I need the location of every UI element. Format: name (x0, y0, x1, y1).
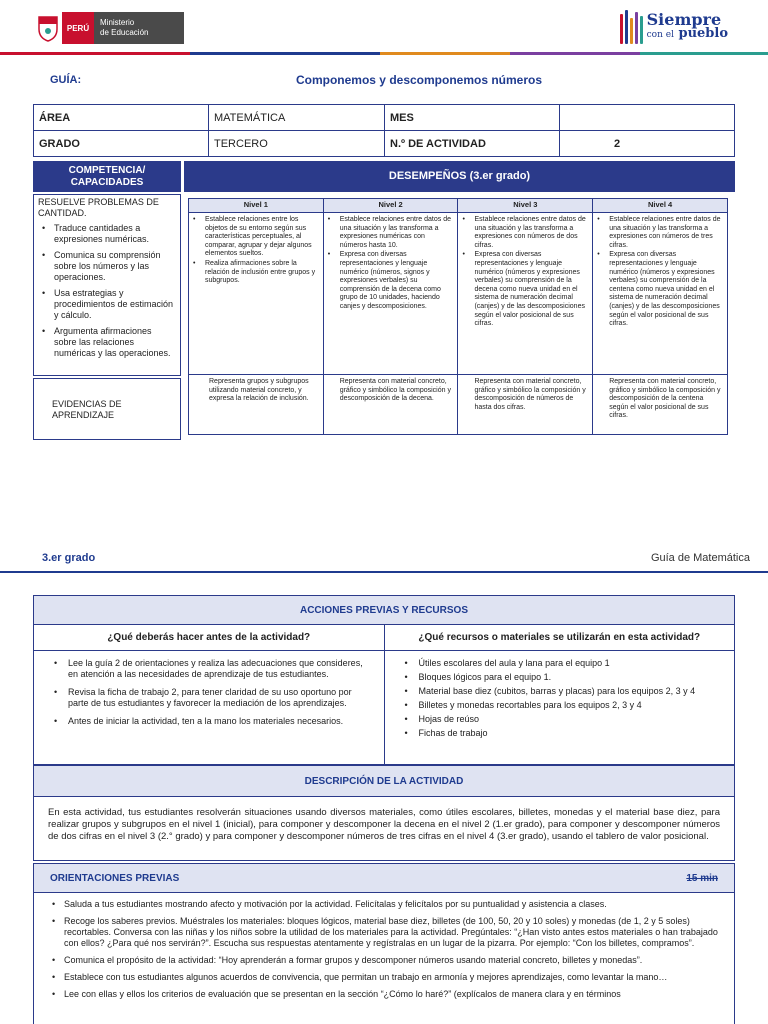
actividad-label: N.º DE ACTIVIDAD (385, 131, 560, 157)
list-item: • Establece relaciones entre los objetos de su entorno según sus características perceptuales, al comparar, agrupar y dejar algunos elementos sueltos. (193, 216, 319, 259)
before-list (54, 658, 374, 727)
area-value: MATEMÁTICA (209, 105, 385, 131)
header-stripe (510, 52, 640, 55)
list-item: • Comunica su comprensión sobre los números y las operaciones. (38, 250, 176, 283)
level-header: Nivel 3 (458, 199, 593, 213)
list-item: • Fichas de trabajo (405, 728, 725, 739)
ministry-name: Ministerio de Educación (94, 12, 184, 44)
evidencias-label: EVIDENCIAS DE APRENDIZAJE (33, 378, 181, 440)
list-item: • Revisa la ficha de trabajo 2, para tener claridad de su uso oportuno por parte de tus estudiantes y favorecer la mediación de los aprendizajes. (54, 687, 374, 709)
page-grado-label: 3.er grado (42, 552, 96, 564)
grado-label: GRADO (34, 131, 209, 157)
desempenos-header: DESEMPEÑOS (3.er grado) (184, 161, 735, 192)
list-item: • Usa estrategias y procedimientos de estimación y cálculo. (38, 288, 176, 321)
ministry-logo (34, 12, 184, 44)
list-item: • Establece relaciones entre datos de una situación y las transforma a expresiones con números de tres cifras. (597, 216, 723, 250)
header-stripe (380, 52, 510, 55)
list-item: • Recoge los saberes previos. Muéstrales los materiales: bloques lógicos, material base diez, billetes (de 100, 50, 20 y 10 soles) y monedas (de 1, 2 y 5 soles) recortables. Conversa con las niñas y los niños sobre la utilidad de los materiales para la actividad. Pregúntales: “¿Han visto antes estos materiales o han trabajado con ellos? ¿Para qué nos servirán?”. Escucha sus respuestas atentamente y regístralas en un lugar de la pizarra. Por ejemplo: “Con los billetes, compramos”. (52, 916, 720, 949)
area-table (33, 104, 735, 157)
list-item: • Expresa con diversas representaciones y lenguaje numérico (números y expresiones verbales) su comprensión de la centena como nueva unidad en el sistema de numeración decimal (canjes) y de las descomposiciones según el valor posicional de sus cifras. (597, 251, 723, 328)
header-stripe (640, 52, 768, 55)
header-stripe (0, 52, 190, 55)
list-item: • Establece relaciones entre datos de una situación y las transforma a expresiones con números de dos cifras. (462, 216, 588, 250)
orientaciones-time: 15 min (686, 873, 718, 884)
orientaciones-list (52, 899, 720, 1000)
slogan-small: con el (646, 29, 674, 40)
level-description (189, 213, 324, 375)
list-item: • Establece relaciones entre datos de una situación y las transforma a expresiones numéricas con números hasta 10. (328, 216, 454, 250)
competencia-box (33, 194, 181, 376)
level-description (593, 213, 728, 375)
competencia-header: COMPETENCIA/ CAPACIDADES (33, 161, 181, 192)
peru-label: PERÚ (62, 12, 94, 44)
guide-title: Componemos y descomponemos números (295, 73, 543, 87)
page-guide-name: Guía de Matemática (650, 552, 750, 564)
mes-label: MES (385, 105, 560, 131)
level-header: Nivel 2 (323, 199, 458, 213)
list-item: • Realiza afirmaciones sobre la relación de inclusión entre grupos y subgrupos. (193, 260, 319, 286)
list-item: • Establece con tus estudiantes algunos acuerdos de convivencia, que permitan un trabajo en armonía y mejores aprendizajes, como levantar la mano… (52, 972, 720, 983)
orientaciones-body (33, 893, 735, 1024)
acciones-questions (33, 625, 735, 651)
area-label: ÁREA (34, 105, 209, 131)
list-item: • Bloques lógicos para el equipo 1. (405, 672, 725, 683)
acciones-previas-header: ACCIONES PREVIAS Y RECURSOS (33, 595, 735, 625)
actividad-value: 2 (560, 131, 735, 157)
level-description (323, 213, 458, 375)
mes-value (560, 105, 735, 131)
level-evidence: Representa grupos y subgrupos utilizando material concreto, y expresa la relación de inclusión. (189, 375, 324, 435)
page-header (0, 0, 768, 56)
list-item: • Billetes y monedas recortables para los equipos 2, 3 y 4 (405, 700, 725, 711)
question-before: ¿Qué deberás hacer antes de la actividad? (34, 625, 385, 650)
level-evidence: Representa con material concreto, gráfico y simbólico la composición y descomposición de la decena. (323, 375, 458, 435)
peru-seal-icon (34, 12, 62, 44)
list-item: • Lee la guía 2 de orientaciones y realiza las adecuaciones que consideres, en atención a las necesidades de aprendizaje de tus estudiantes. (54, 658, 374, 680)
header-stripe (190, 52, 380, 55)
orientaciones-title: ORIENTACIONES PREVIAS (50, 873, 180, 884)
level-header: Nivel 4 (593, 199, 728, 213)
question-resources: ¿Qué recursos o materiales se utilizarán en esta actividad? (418, 632, 701, 643)
list-item: • Material base diez (cubitos, barras y placas) para los equipos 2, 3 y 4 (405, 686, 725, 697)
slogan-line2: pueblo (678, 25, 728, 41)
descripcion-text: En esta actividad, tus estudiantes resolverán situaciones usando diversos materiales, como útiles escolares, billetes, monedas y el material base diez, para realizar grupos y subgrupos en el nivel 1 (inicial), para componer y descomponer la decena en el nivel 2 (1.er grado), para componer y descomponer números de dos cifras en el nivel 3 (2.° grado) y para componer y descomponer números de tres cifras en el nivel 4 (3.er grado), usando el tablero de valor posicional. (33, 797, 735, 861)
list-item: • Saluda a tus estudiantes mostrando afecto y motivación por la actividad. Felicítalas y felicítalos por su puntualidad y asistencia a clases. (52, 899, 720, 910)
slogan-bars-icon (620, 10, 643, 44)
list-item: • Expresa con diversas representaciones y lenguaje numérico (números y expresiones verbales) su comprensión de la decena como nueva unidad en el sistema de numeración decimal (canjes) y de las descomposiciones según el valor posicional de sus cifras. (462, 251, 588, 328)
guide-label: GUÍA: (50, 74, 82, 86)
orientaciones-header (33, 863, 735, 893)
list-item: • Lee con ellas y ellos los criterios de evaluación que se presentan en la sección “¿Cómo lo haré?” (explícalos de manera clara y en términos (52, 989, 720, 1000)
slogan-line1: Siempre (646, 9, 722, 29)
competencia-intro: RESUELVE PROBLEMAS DE CANTIDAD. (38, 197, 159, 218)
acciones-previas-body (33, 651, 735, 765)
list-item: • Antes de iniciar la actividad, ten a la mano los materiales necesarios. (54, 716, 374, 727)
level-evidence: Representa con material concreto, gráfico y simbólico la composición y descomposición de números de hasta dos cifras. (458, 375, 593, 435)
grado-value: TERCERO (209, 131, 385, 157)
list-item: • Útiles escolares del aula y lana para el equipo 1 (405, 658, 725, 669)
descripcion-header: DESCRIPCIÓN DE LA ACTIVIDAD (33, 765, 735, 797)
list-item: • Expresa con diversas representaciones y lenguaje numérico (números, signos y expresiones verbales) su comprensión de la decena como grupo de 10 unidades, haciendo canjes y descomposiciones. (328, 251, 454, 311)
list-item: • Argumenta afirmaciones sobre las relaciones numéricas y las operaciones. (38, 326, 176, 359)
levels-table (188, 198, 728, 435)
level-header: Nivel 1 (189, 199, 324, 213)
resources-list (405, 658, 725, 739)
government-slogan-logo (620, 10, 728, 44)
capacidades-list (38, 223, 176, 359)
list-item: • Traduce cantidades a expresiones numéricas. (38, 223, 176, 245)
level-evidence: Representa con material concreto, gráfico y simbólico la composición y descomposición de la centena según el valor posicional de sus cifras. (593, 375, 728, 435)
list-item: • Comunica el propósito de la actividad: “Hoy aprenderán a formar grupos y descomponer números usando material concreto, billetes y monedas”. (52, 955, 720, 966)
level-description (458, 213, 593, 375)
page-divider (0, 571, 768, 573)
list-item: • Hojas de reúso (405, 714, 725, 725)
